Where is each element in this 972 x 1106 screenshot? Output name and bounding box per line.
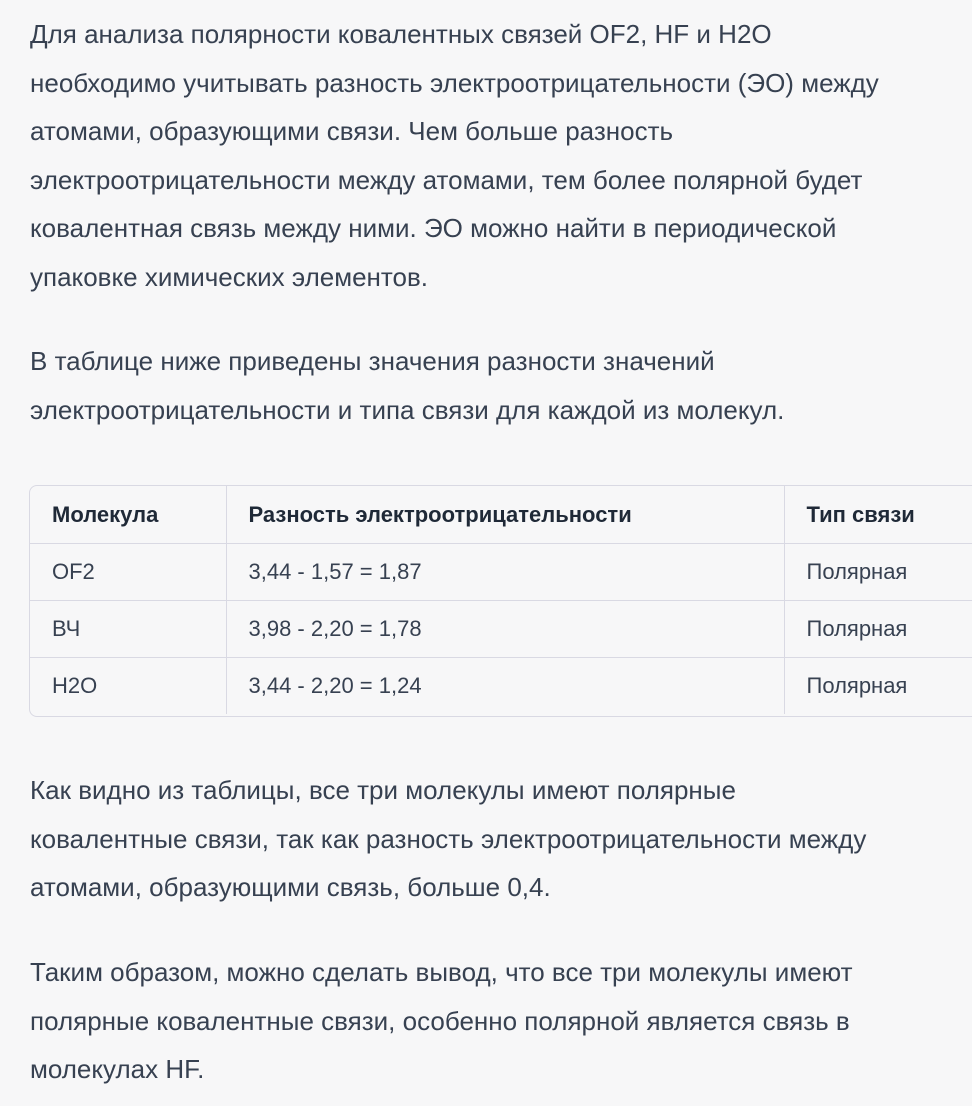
paragraph-line: ковалентные связи, так как разность электроотрицательности между <box>30 823 867 854</box>
paragraph-line: упаковке химических элементов. <box>30 261 429 292</box>
paragraph-line: полярные ковалентные связи, особенно полярной является связь в <box>30 1005 850 1036</box>
paragraph-line: электроотрицательности между атомами, тем более полярной будет <box>30 164 863 195</box>
paragraph-line: атомами, образующими связь, больше 0,4. <box>30 872 551 902</box>
cell-en-difference: 3,98 - 2,20 = 1,78 <box>226 601 784 658</box>
paragraph-line: Для анализа полярности ковалентных связей OF2, HF и H2O <box>30 19 772 49</box>
intro-paragraph <box>30 10 970 301</box>
table-row <box>30 544 972 601</box>
paragraph-line: Таким образом, можно сделать вывод, что все три молекулы имеют <box>30 957 853 987</box>
table-row <box>30 601 972 658</box>
header-molecule: Молекула <box>30 486 226 544</box>
paragraph-line: электроотрицательности и типа связи для каждой из молекул. <box>30 394 785 425</box>
paragraph-line: молекулах HF. <box>30 1054 205 1084</box>
cell-en-difference: 3,44 - 1,57 = 1,87 <box>226 544 784 601</box>
table-header-row <box>30 486 972 544</box>
electronegativity-table <box>29 485 972 717</box>
cell-molecule: ВЧ <box>30 601 226 658</box>
data-table <box>30 486 972 714</box>
cell-en-difference: 3,44 - 2,20 = 1,24 <box>226 658 784 715</box>
paragraph-line: В таблице ниже приведены значения разности значений <box>30 346 715 376</box>
paragraph-line: необходимо учитывать разность электроотрицательности (ЭО) между <box>30 67 879 98</box>
analysis-paragraph <box>30 766 970 912</box>
paragraph-line: атомами, образующими связи. Чем больше разность <box>30 116 674 146</box>
cell-molecule: OF2 <box>30 544 226 601</box>
paragraph-line: Как видно из таблицы, все три молекулы имеют полярные <box>30 775 736 805</box>
cell-bond-type: Полярная <box>806 673 908 698</box>
table-row <box>30 658 972 715</box>
header-en-difference: Разность электроотрицательности <box>226 486 784 544</box>
conclusion-paragraph <box>30 948 970 1094</box>
cell-molecule: H2O <box>30 658 226 715</box>
cell-bond-type: Полярная <box>784 601 972 658</box>
cell-bond-type: Полярная <box>784 544 972 601</box>
table-intro-paragraph <box>30 337 970 434</box>
header-bond-type: Тип связи <box>784 486 972 544</box>
paragraph-line: ковалентная связь между ними. ЭО можно найти в периодической <box>30 213 837 243</box>
